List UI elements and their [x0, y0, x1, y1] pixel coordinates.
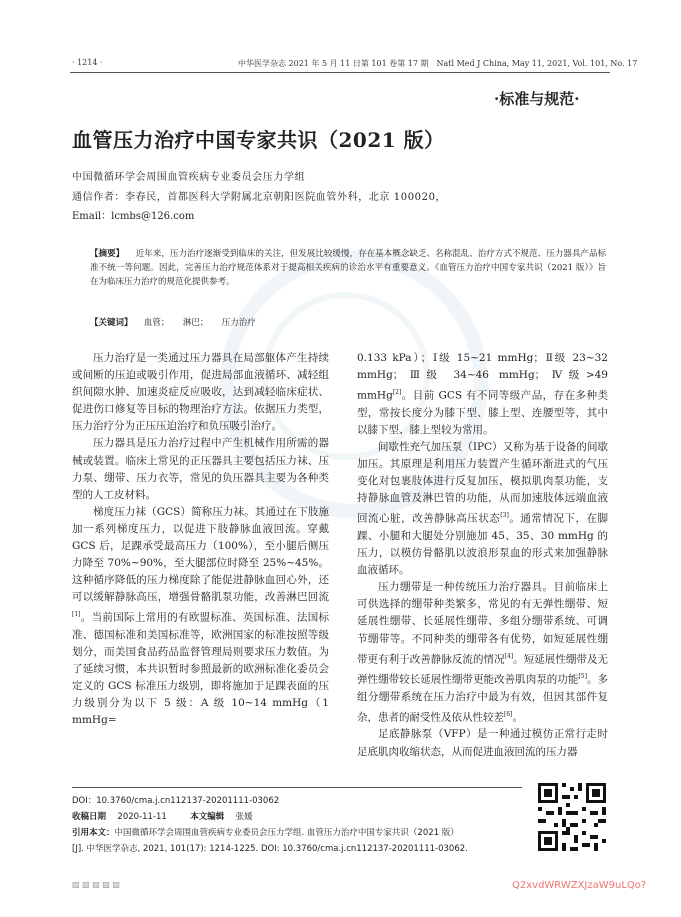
qr-code-icon[interactable] [536, 781, 608, 853]
page-title: 血管压力治疗中国专家共识（2021 版） [72, 128, 445, 152]
keyword: 血管； [143, 318, 170, 328]
editor-name: 张媛 [235, 812, 253, 822]
publisher-logo-icon: ▨ ▨ ▨ ▨ ▨ [72, 880, 120, 889]
section-label: ·标准与规范· [494, 90, 580, 108]
cite-label: 引用本文： [72, 828, 115, 838]
email[interactable]: Email：lcmbs@126.com [72, 211, 195, 222]
cite-line-2: [J]. 中华医学杂志, 2021, 101(17): 1214-1225. DOI: 10.3760/cma.j.cn112137-20201111-03062. [72, 844, 468, 854]
journal-line: 中华医学杂志 2021 年 5 月 11 日第 101 卷第 17 期 Natl Med J China, May 11, 2021, Vol. 101, No. 17 [238, 59, 638, 68]
citation[interactable]: [2] [392, 389, 402, 397]
keyword: 淋巴； [182, 318, 209, 328]
abstract [90, 247, 606, 289]
page-number: · 1214 · [72, 58, 103, 67]
cite-line [72, 826, 459, 838]
header-rule [70, 72, 610, 73]
keyword: 压力治疗 [221, 318, 256, 328]
editor-label: 本文编辑 [190, 812, 225, 822]
paragraph: 0.133 kPa）；Ⅰ级 15~21 mmHg；Ⅱ级 23~32 mmHg；Ⅲ级 34~46 mmHg；Ⅳ级>49 mmHg[2]。目前 GCS 有不同等级产品，存在多种类型，常按长度分为膝下型、膝上型、连腰型等，其中以膝下型、膝上型较为常用。 [357, 352, 608, 436]
paragraph: 梯度压力袜（GCS）简称压力袜。其通过在下肢施加一系列梯度压力，以促进下肢静脉血液回流。穿戴 GCS 后，足踝承受最高压力（100%），至小腿后侧压力降至 70%~90%，至大腿部位时降至 25%~45%。这种循序降低的压力梯度除了能促进静脉血回心外，还可以缓解静脉高压，增强骨骼肌泵功能，改善淋巴回流[1]。当前国际上常用的有欧盟标准、英国标准、法国标准、德国标准和美国标准等，欧洲国家的标准按照等级划分，而美国食品药品监督管理局则要求压力数值。为了延续习惯，本共识暂时参照最新的欧洲标准化委员会定义的 GCS 标准压力级别，即将施加于足踝表面的压力级别分为以下 5 级：A 级 10~14 mmHg（1 mmHg= [72, 505, 329, 727]
author-group: 中国微循环学会周围血管疾病专业委员会压力学组 [72, 172, 306, 183]
cite-text: 中国微循环学会周围血管疾病专业委员会压力学组. 血管压力治疗中国专家共识（2021 版） [114, 828, 459, 838]
abstract-text: 近年来，压力治疗逐渐受到临床的关注，但发展比较缓慢，存在基本概念缺乏、名称混乱、治疗方式不规范、压力器具产品标准不统一等问题。因此，完善压力治疗规范体系对于提高相关疾病的诊治水平有重要意义。《血管压力治疗中国专家共识（2021 版）》旨在为临床压力治疗的规范化提供参考。 [90, 249, 607, 287]
citation[interactable]: [3] [500, 512, 509, 520]
left-column [72, 350, 329, 730]
paragraph: 压力器具是压力治疗过程中产生机械作用所需的器械或装置。临床上常见的正压器具主要包括压力袜、压力泵、绷带、压力衣等，常见的负压器具主要为各种类型的人工皮材料。 [72, 437, 329, 501]
abstract-label: 【摘要】 [90, 249, 125, 259]
citation[interactable]: [6] [504, 710, 513, 718]
received-date: 2020-11-11 [117, 812, 167, 822]
received-line [72, 810, 253, 822]
paragraph: 压力治疗是一类通过压力器具在局部躯体产生持续或间断的压迫或吸引作用，促进局部血液循环、减轻组织间隙水肿、加速炎症反应吸收，达到减轻临床症状、促进伤口修复等目标的物理治疗方法。依据压力类型，压力治疗分为正压压迫治疗和负压吸引治疗。 [72, 352, 329, 433]
doi[interactable]: DOI：10.3760/cma.j.cn112137-20201111-03062 [72, 796, 280, 806]
citation[interactable]: [5] [578, 673, 587, 681]
corresponding-author: 通信作者：李春民，首都医科大学附属北京朝阳医院血管外科，北京 100020， [72, 192, 447, 203]
paragraph: 间歇性充气加压泵（IPC）又称为基于设备的间歇加压。其原理是利用压力装置产生循环渐进式的气压变化对包裹肢体进行反复加压，模拟肌肉泵功能，支持静脉血管及淋巴管的功能，从而加速肢体远端血液回流心脏，改善静脉高压状态[3]。通常情况下，在脚踝、小腿和大腿处分别施加 45、35、30 mmHg 的压力，以模仿骨骼肌以波浪形泵血的形式来加强静脉血液循环。 [357, 440, 609, 577]
keywords-label: 【关键词】 [90, 318, 133, 328]
paragraph: 足底静脉泵（VFP）是一种通过模仿正常行走时足底肌肉收缩状态，从而促进血液回流的压力器 [357, 728, 608, 758]
citation[interactable]: [4] [504, 652, 514, 660]
right-column [357, 350, 608, 761]
citation[interactable]: [1] [72, 611, 81, 619]
footer-rule [72, 787, 522, 788]
keywords [90, 316, 256, 330]
received-label: 收稿日期 [72, 812, 107, 822]
paragraph: 压力绷带是一种传统压力治疗器具。目前临床上可供选择的绷带种类繁多，常见的有无弹性绷带、短延展性绷带、长延展性绷带、多组分绷带系统、可调节绷带等。不同种类的绷带各有优势，如短延展性绷带更有利于改善静脉反流的情况[4]。短延展性绷带及无弹性绷带较长延展性绷带更能改善肌肉泵的功能[5]。多组分绷带系统在压力治疗中最为有效，但因其部件复杂，患者的耐受性及依从性较差[6]。 [357, 581, 609, 724]
bottom-code: Q2xvdWRWZXJzaW9uLQo? [512, 880, 647, 891]
